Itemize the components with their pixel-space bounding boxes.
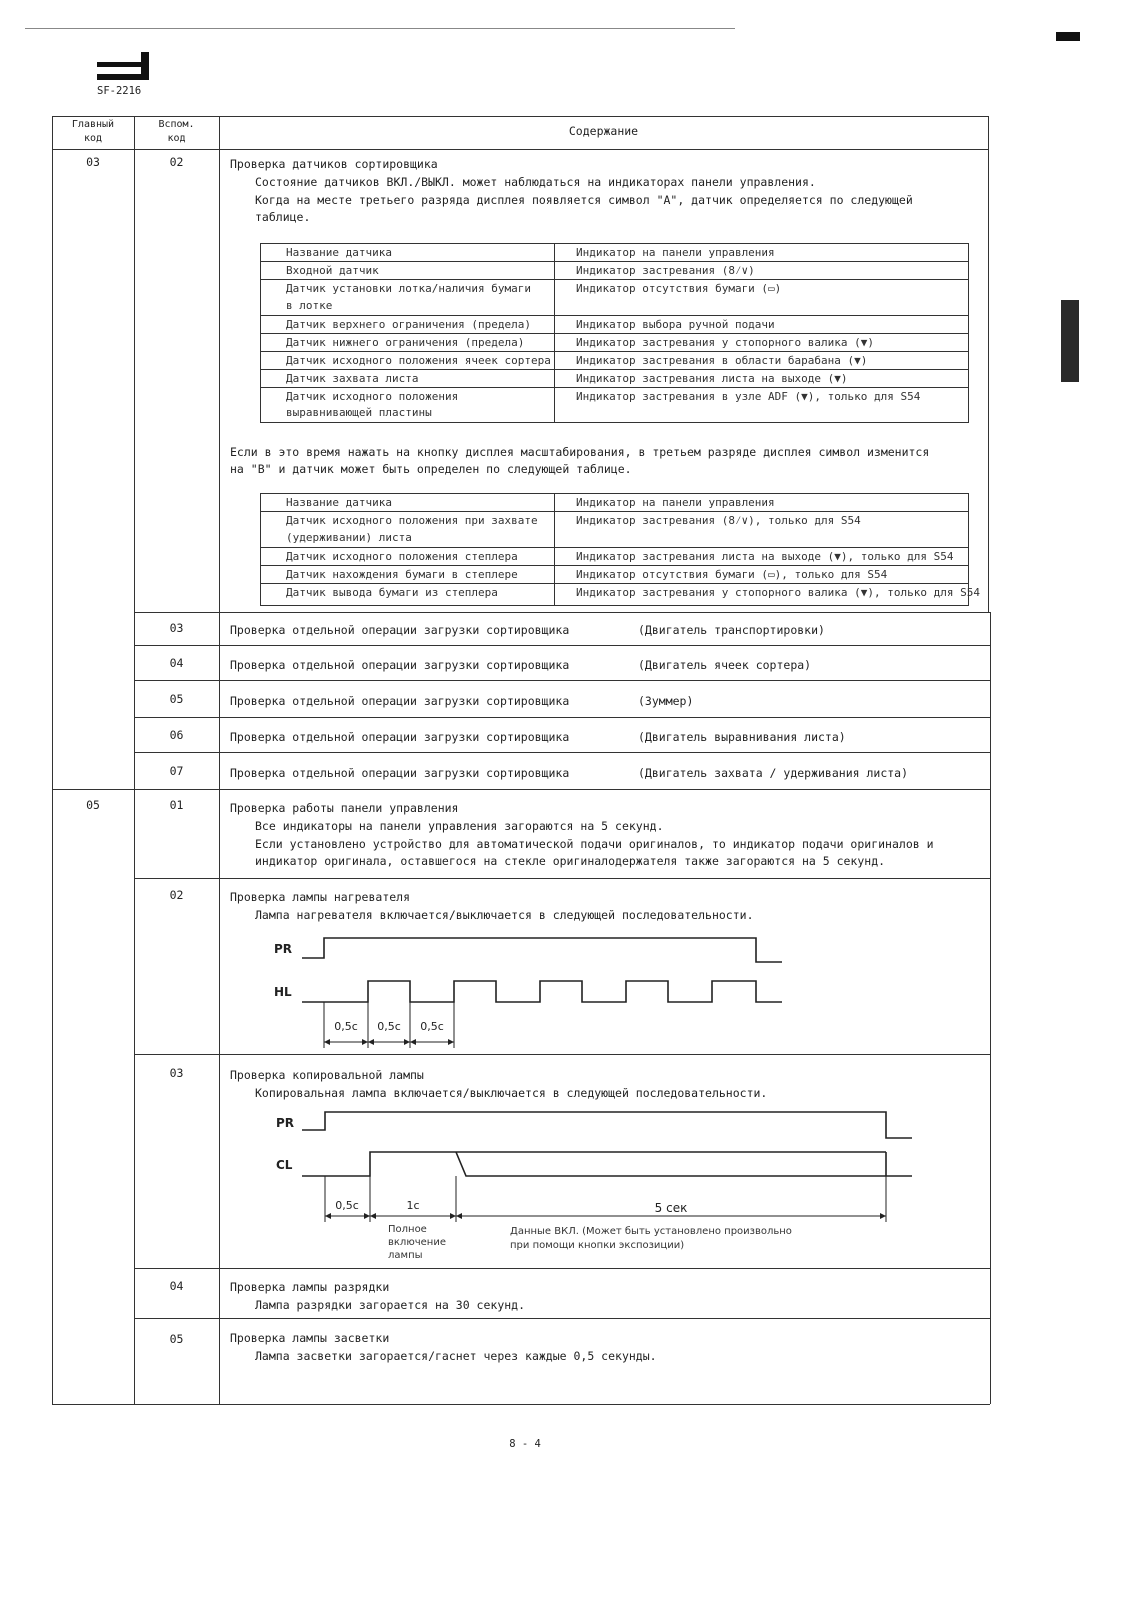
table-cell: Датчик исходного положения: [286, 390, 459, 403]
row-desc-line: Лампа разрядки загорается на 30 секунд.: [255, 1298, 526, 1312]
sub-code: 04: [169, 656, 184, 670]
pr-waveform: [302, 1112, 912, 1138]
table-cell: Индикатор застревания (8⁄∨), только для S54: [576, 514, 861, 527]
doc-code: SF-2216: [97, 85, 142, 97]
row-note: (Двигатель ячеек сортера): [638, 658, 812, 672]
interval-label: 0,5c: [335, 1199, 359, 1212]
row-desc-line: Копировальная лампа включается/выключается в следующей последовательности.: [255, 1086, 768, 1100]
signal-label-hl: HL: [274, 985, 292, 999]
row-title: Проверка отдельной операции загрузки сортировщика: [230, 766, 570, 780]
row-desc-line: Все индикаторы на панели управления загораются на 5 секунд.: [255, 819, 664, 833]
main-code-03: 03: [86, 155, 100, 169]
sub-code: 05: [169, 1332, 184, 1346]
signal-label-cl: CL: [276, 1158, 293, 1172]
row-desc-line: Лампа нагревателя включается/выключается в следующей последовательности.: [255, 908, 754, 922]
mid-text-line: на "B" и датчик может быть определен по следующей таблице.: [230, 462, 632, 476]
row-desc-line: таблице.: [255, 210, 311, 224]
row-title: Проверка лампы засветки: [230, 1331, 390, 1345]
table-cell: Датчик установки лотка/наличия бумаги: [286, 282, 532, 295]
table-cell: Входной датчик: [286, 264, 379, 277]
row-desc-line: Лампа засветки загорается/гаснет через каждые 0,5 секунды.: [255, 1349, 657, 1363]
interval-label: 0,5c: [377, 1020, 401, 1033]
table-cell: Датчик исходного положения при захвате: [286, 514, 538, 527]
interval-label: 5 сек: [654, 1201, 688, 1215]
table-cell: в лотке: [286, 299, 333, 312]
row-title: Проверка отдельной операции загрузки сортировщика: [230, 623, 570, 637]
header-main-code: Главный код: [71, 119, 115, 144]
top-rule: [25, 28, 735, 29]
row-title: Проверка отдельной операции загрузки сортировщика: [230, 730, 570, 744]
header-content: Содержание: [568, 124, 639, 138]
interval-label: 0,5c: [420, 1020, 444, 1033]
table-cell: Датчик захвата листа: [286, 372, 419, 385]
sub-code-02: 02: [169, 155, 184, 169]
table-cell: Индикатор отсутствия бумаги (▭), только для S54: [576, 568, 888, 581]
note-full-on: лампы: [388, 1250, 423, 1261]
table-cell: Индикатор застревания у стопорного валика (▼): [576, 336, 875, 349]
row-title: Проверка отдельной операции загрузки сортировщика: [230, 658, 570, 672]
table-header-cell: Индикатор на панели управления: [576, 496, 775, 509]
row-desc-line: индикатор оригинала, оставшегося на стекле оригиналодержателя также загораются на 5 секунд.: [255, 854, 886, 868]
row-desc-line: Если установлено устройство для автоматической подачи оригиналов, то индикатор подачи оригиналов и: [255, 837, 934, 851]
table-cell: Датчик исходного положения степлера: [286, 550, 518, 563]
table-cell: Индикатор отсутствия бумаги (▭): [576, 282, 782, 295]
sub-code: 01: [169, 798, 184, 812]
row-title: Проверка отдельной операции загрузки сортировщика: [230, 694, 570, 708]
row-title: Проверка лампы разрядки: [230, 1280, 390, 1294]
hl-waveform: [302, 981, 782, 1002]
header-sub-code: Вспом. код: [158, 119, 195, 144]
sub-code: 04: [169, 1279, 184, 1293]
note-data-on: при помощи кнопки экспозиции): [510, 1240, 685, 1251]
row-title: Проверка копировальной лампы: [230, 1068, 424, 1082]
table-cell: Индикатор застревания листа на выходе (▼): [576, 372, 848, 385]
page-number: 8 - 4: [509, 1438, 541, 1450]
sub-code: 02: [169, 888, 184, 902]
pr-waveform: [302, 938, 782, 962]
table-cell: Индикатор застревания у стопорного валика (▼), только для S54: [576, 586, 980, 599]
table-cell: Датчик исходного положения ячеек сортера: [286, 354, 551, 367]
scan-strip-right: [1061, 300, 1079, 382]
interval-label: 1c: [406, 1199, 420, 1212]
black-mark-right: [1056, 32, 1080, 41]
sub-code: 05: [169, 692, 184, 706]
logo-mark: [97, 52, 149, 80]
main-code-05: 05: [86, 798, 100, 812]
table-cell: Индикатор застревания (8⁄∨): [576, 264, 755, 277]
mid-text-line: Если в это время нажать на кнопку дисплея масштабирования, в третьем разряде дисплея символ изменится: [230, 445, 930, 459]
table-cell: Индикатор застревания листа на выходе (▼), только для S54: [576, 550, 954, 563]
note-full-on: включение: [388, 1237, 446, 1248]
table-cell: Индикатор выбора ручной подачи: [576, 318, 775, 331]
row-note: (Двигатель выравнивания листа): [638, 730, 846, 744]
row-desc-line: Когда на месте третьего разряда дисплея появляется символ "A", датчик определяется по следующей: [255, 193, 913, 207]
table-header-cell: Индикатор на панели управления: [576, 246, 775, 259]
table-cell: Индикатор застревания в области барабана (▼): [576, 354, 868, 367]
row-title: Проверка работы панели управления: [230, 801, 459, 815]
table-cell: Индикатор застревания в узле ADF (▼), только для S54: [576, 390, 921, 403]
signal-label-pr: PR: [276, 1116, 295, 1130]
table-cell: Датчик нахождения бумаги в степлере: [286, 568, 518, 581]
signal-label-pr: PR: [274, 942, 293, 956]
cl-waveform: [302, 1152, 886, 1176]
table-cell: выравнивающей пластины: [286, 406, 432, 419]
table-cell: Датчик вывода бумаги из степлера: [286, 586, 498, 599]
cl-data-level: [456, 1152, 912, 1176]
row-desc-line: Состояние датчиков ВКЛ./ВЫКЛ. может наблюдаться на индикаторах панели управления.: [255, 175, 816, 189]
note-full-on: Полное: [388, 1224, 427, 1235]
heater-timing-diagram: [262, 930, 802, 1050]
sub-code: 03: [169, 1066, 184, 1080]
table-header-cell: Название датчика: [286, 246, 392, 259]
note-data-on: Данные ВКЛ. (Может быть установлено произвольно: [510, 1226, 792, 1237]
row-note: (Двигатель захвата / удерживания листа): [638, 766, 909, 780]
sub-code: 06: [169, 728, 184, 742]
interval-label: 0,5c: [334, 1020, 358, 1033]
sub-code: 03: [169, 621, 184, 635]
row-title: Проверка датчиков сортировщика: [230, 157, 438, 171]
table-cell: Датчик нижнего ограничения (предела): [286, 336, 525, 349]
row-title: Проверка лампы нагревателя: [230, 890, 411, 904]
table-cell: (удерживании) листа: [286, 531, 412, 544]
sub-code: 07: [169, 764, 184, 778]
table-header-cell: Название датчика: [286, 496, 392, 509]
row-note: (Двигатель транспортировки): [638, 623, 825, 637]
table-cell: Датчик верхнего ограничения (предела): [286, 318, 532, 331]
row-note: (Зуммер): [638, 694, 694, 708]
copy-lamp-timing-diagram: [262, 1108, 922, 1268]
